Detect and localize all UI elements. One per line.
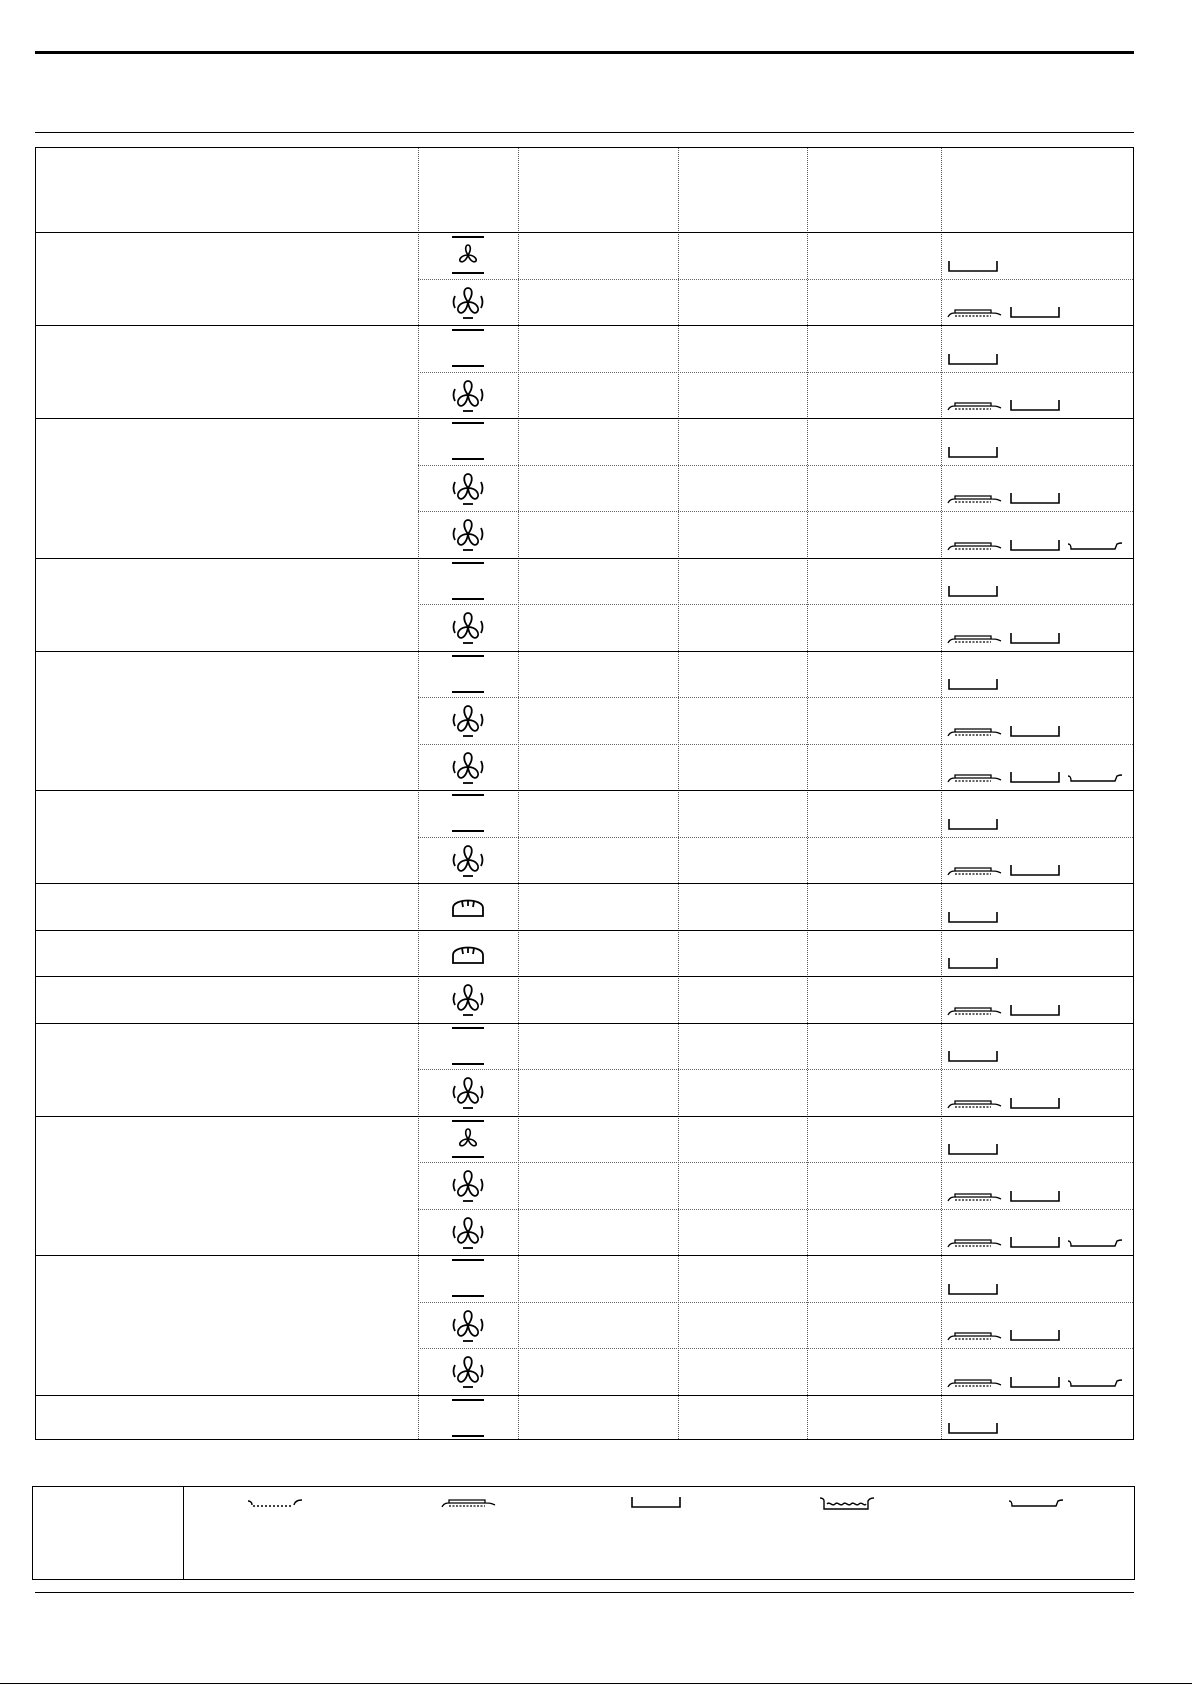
cooking-table — [35, 147, 1134, 1440]
row-separator — [418, 1162, 1133, 1163]
pan-icon — [1009, 1189, 1061, 1203]
accessory-cell — [947, 954, 999, 970]
column-separator — [807, 148, 808, 1439]
group-separator — [36, 558, 1133, 559]
pan-icon — [947, 677, 999, 691]
accessory-cell — [947, 629, 1061, 645]
grill-rack-icon — [947, 1235, 1003, 1249]
pan-icon — [1009, 724, 1061, 738]
group-separator — [36, 418, 1133, 419]
accessory-cell — [947, 722, 1061, 738]
fan-circle-icon — [418, 837, 518, 884]
fan-circle-icon — [418, 1162, 518, 1209]
top-rule — [35, 51, 1134, 54]
column-separator — [518, 148, 519, 1439]
fan-circle-icon — [418, 697, 518, 744]
accessory-cell — [947, 257, 999, 273]
row-separator — [418, 837, 1133, 838]
accessory-cell — [947, 1373, 1123, 1389]
accessory-cell — [947, 1280, 999, 1296]
top-bottom-heat-icon — [418, 558, 518, 605]
pan-icon — [1009, 305, 1061, 319]
accessory-cell — [947, 1419, 999, 1435]
grill-rack-icon — [947, 491, 1003, 505]
pan-icon — [947, 956, 999, 970]
row-separator — [418, 697, 1133, 698]
accessory-cell — [947, 861, 1061, 877]
fan-circle-icon — [418, 1069, 518, 1116]
header-separator — [36, 232, 1133, 233]
accessory-cell — [947, 443, 999, 459]
group-separator — [36, 930, 1133, 931]
pan-icon — [947, 259, 999, 273]
accessory-cell — [947, 1326, 1061, 1342]
top-bottom-heat-icon — [418, 418, 518, 465]
pan-icon — [1009, 1328, 1061, 1342]
fan-circle-icon — [418, 744, 518, 791]
accessory-cell — [947, 1140, 999, 1156]
row-separator — [418, 744, 1133, 745]
row-separator — [418, 604, 1133, 605]
flat-tray-icon — [1067, 538, 1123, 552]
pan-icon — [1009, 1235, 1061, 1249]
fan-circle-icon — [418, 465, 518, 512]
pan-icon — [1009, 398, 1061, 412]
group-separator — [36, 790, 1133, 791]
group-separator — [36, 1116, 1133, 1117]
pan-icon — [947, 445, 999, 459]
flat-tray-icon — [1067, 1235, 1123, 1249]
pan-icon — [947, 817, 999, 831]
pan-icon — [1009, 631, 1061, 645]
row-separator — [418, 1302, 1133, 1303]
accessory-cell — [947, 536, 1123, 552]
bread-icon — [418, 883, 518, 930]
fan-circle-icon — [418, 279, 518, 326]
group-separator — [36, 1023, 1133, 1024]
flat-tray-icon — [1067, 1375, 1123, 1389]
group-separator — [36, 325, 1133, 326]
grill-rack-icon — [947, 1003, 1003, 1017]
row-separator — [418, 511, 1133, 512]
grill-rack-icon — [947, 724, 1003, 738]
accessory-cell — [947, 1001, 1061, 1017]
pan-icon — [947, 910, 999, 924]
grill-rack-icon — [947, 538, 1003, 552]
accessory-cell — [947, 489, 1061, 505]
fan-circle-icon — [418, 1209, 518, 1256]
pan-icon — [947, 1142, 999, 1156]
top-bottom-heat-icon — [418, 790, 518, 837]
flat-tray-icon — [1008, 1495, 1064, 1509]
accessory-cell — [947, 815, 999, 831]
grill-rack-icon — [947, 770, 1003, 784]
bread-icon — [418, 930, 518, 977]
fan-circle-icon — [418, 1302, 518, 1349]
accessory-cell — [947, 675, 999, 691]
fan-circle-icon — [418, 976, 518, 1023]
row-separator — [418, 372, 1133, 373]
pan-icon — [1009, 863, 1061, 877]
grill-rack-icon — [947, 1096, 1003, 1110]
row-separator — [418, 1348, 1133, 1349]
pan-icon — [1009, 538, 1061, 552]
grill-rack-icon — [947, 1189, 1003, 1203]
fan-circle-icon — [418, 372, 518, 419]
grill-rack-icon — [947, 398, 1003, 412]
top-bottom-heat-icon — [418, 325, 518, 372]
grill-rack-icon — [947, 305, 1003, 319]
pan-icon — [1009, 770, 1061, 784]
accessory-cell — [947, 303, 1061, 319]
accessory-cell — [947, 1094, 1061, 1110]
pan-icon — [947, 1421, 999, 1435]
pan-icon — [947, 584, 999, 598]
footer-rule — [0, 1683, 1192, 1684]
header-rule — [35, 132, 1134, 133]
top-bottom-heat-icon — [418, 651, 518, 698]
group-separator — [36, 976, 1133, 977]
pan-icon — [630, 1495, 682, 1509]
accessory-cell — [947, 1187, 1061, 1203]
grill-rack-icon — [947, 863, 1003, 877]
accessory-cell — [947, 768, 1123, 784]
row-separator — [418, 279, 1133, 280]
accessory-cell — [947, 582, 999, 598]
column-separator — [941, 148, 942, 1439]
pan-icon — [947, 1282, 999, 1296]
column-separator — [678, 148, 679, 1439]
fan-circle-icon — [418, 511, 518, 558]
top-bottom-heat-icon — [418, 1023, 518, 1070]
accessory-cell — [947, 908, 999, 924]
group-separator — [36, 883, 1133, 884]
group-separator — [36, 1395, 1133, 1396]
accessory-legend — [32, 1486, 1135, 1580]
pan-icon — [947, 1049, 999, 1063]
pan-icon — [1009, 491, 1061, 505]
pan-icon — [1009, 1375, 1061, 1389]
row-separator — [418, 465, 1133, 466]
row-separator — [418, 1069, 1133, 1070]
grill-rack-icon — [441, 1495, 497, 1509]
top-bottom-heat-icon — [418, 1395, 518, 1442]
bottom-rule — [35, 1592, 1134, 1593]
fan-circle-icon — [418, 1348, 518, 1395]
fan-circle-icon — [418, 604, 518, 651]
accessory-cell — [947, 396, 1061, 412]
group-separator — [36, 651, 1133, 652]
grill-rack-icon — [947, 631, 1003, 645]
accessory-cell — [947, 1047, 999, 1063]
accessory-cell — [947, 1233, 1123, 1249]
pan-icon — [1009, 1003, 1061, 1017]
wire-shelf-icon — [247, 1495, 303, 1509]
fan-small-icon — [418, 1116, 518, 1163]
water-pan-icon — [819, 1495, 875, 1511]
grill-rack-icon — [947, 1375, 1003, 1389]
accessory-cell — [947, 350, 999, 366]
flat-tray-icon — [1067, 770, 1123, 784]
row-separator — [418, 1209, 1133, 1210]
legend-divider — [183, 1487, 184, 1579]
top-bottom-heat-icon — [418, 1255, 518, 1302]
pan-icon — [1009, 1096, 1061, 1110]
fan-small-icon — [418, 232, 518, 279]
group-separator — [36, 1255, 1133, 1256]
grill-rack-icon — [947, 1328, 1003, 1342]
pan-icon — [947, 352, 999, 366]
